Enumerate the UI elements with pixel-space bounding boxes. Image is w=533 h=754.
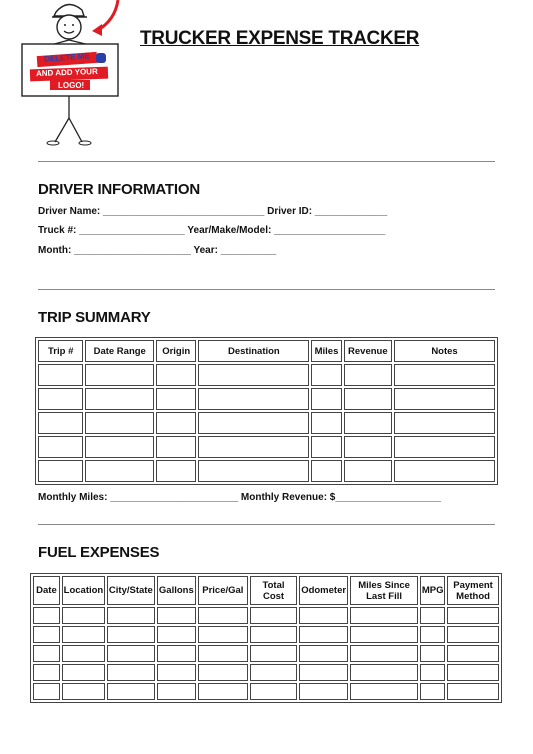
table-row — [33, 626, 499, 643]
table-cell[interactable] — [350, 607, 418, 624]
driver-name-line[interactable]: Driver Name: _____________________________ Driver ID: _____________ — [38, 206, 388, 217]
table-cell[interactable] — [157, 664, 196, 681]
table-row — [33, 664, 499, 681]
table-cell[interactable] — [198, 607, 248, 624]
table-cell[interactable] — [85, 460, 154, 482]
divider — [38, 289, 495, 290]
page-title: TRUCKER EXPENSE TRACKER — [140, 28, 420, 49]
table-cell[interactable] — [157, 645, 196, 662]
column-header: MPG — [420, 576, 445, 605]
table-cell[interactable] — [107, 645, 155, 662]
fuel-expenses-heading: FUEL EXPENSES — [38, 544, 160, 561]
table-cell[interactable] — [85, 388, 154, 410]
table-cell[interactable] — [62, 607, 105, 624]
table-cell[interactable] — [420, 626, 445, 643]
month-year-line[interactable]: Month: _____________________ Year: __________ — [38, 245, 277, 256]
table-cell[interactable] — [157, 607, 196, 624]
table-cell[interactable] — [344, 412, 392, 434]
table-cell[interactable] — [156, 460, 196, 482]
table-cell[interactable] — [250, 664, 298, 681]
column-header: Price/Gal — [198, 576, 248, 605]
column-header: City/State — [107, 576, 155, 605]
column-header: Odometer — [299, 576, 348, 605]
trip-summary-heading: TRIP SUMMARY — [38, 309, 151, 326]
table-cell[interactable] — [299, 683, 348, 700]
fuel-expenses-table — [30, 573, 502, 703]
table-cell[interactable] — [33, 664, 60, 681]
table-cell[interactable] — [157, 626, 196, 643]
table-cell[interactable] — [198, 460, 309, 482]
divider — [38, 161, 495, 162]
table-cell[interactable] — [62, 683, 105, 700]
sign-text-line2: AND ADD YOUR — [35, 66, 98, 79]
table-cell[interactable] — [394, 436, 495, 458]
column-header: Revenue — [344, 340, 392, 362]
table-row — [38, 436, 495, 458]
column-header: Date Range — [85, 340, 154, 362]
table-cell[interactable] — [350, 664, 418, 681]
table-cell[interactable] — [447, 683, 499, 700]
table-cell[interactable] — [394, 412, 495, 434]
table-cell[interactable] — [447, 607, 499, 624]
table-cell[interactable] — [394, 388, 495, 410]
table-cell[interactable] — [85, 364, 154, 386]
table-cell[interactable] — [250, 683, 298, 700]
column-header: Gallons — [157, 576, 196, 605]
table-row — [38, 460, 495, 482]
table-cell[interactable] — [344, 388, 392, 410]
table-cell[interactable] — [157, 683, 196, 700]
driver-info-heading: DRIVER INFORMATION — [38, 181, 200, 198]
table-cell[interactable] — [62, 645, 105, 662]
divider — [38, 524, 495, 525]
table-cell[interactable] — [420, 645, 445, 662]
table-cell[interactable] — [311, 412, 341, 434]
table-cell[interactable] — [33, 645, 60, 662]
trip-summary-table — [35, 337, 498, 485]
column-header: Origin — [156, 340, 196, 362]
table-cell[interactable] — [299, 607, 348, 624]
column-header: Payment Method — [447, 576, 499, 605]
table-cell[interactable] — [447, 645, 499, 662]
table-cell[interactable] — [38, 460, 83, 482]
table-cell[interactable] — [394, 460, 495, 482]
table-cell[interactable] — [62, 664, 105, 681]
table-row — [38, 388, 495, 410]
table-cell[interactable] — [156, 388, 196, 410]
column-header: Location — [62, 576, 105, 605]
column-header: Miles — [311, 340, 341, 362]
table-cell[interactable] — [344, 436, 392, 458]
table-cell[interactable] — [420, 664, 445, 681]
table-cell[interactable] — [156, 364, 196, 386]
table-cell[interactable] — [311, 460, 341, 482]
sign-text-line3: LOGO! — [58, 81, 85, 90]
table-cell[interactable] — [447, 626, 499, 643]
table-cell[interactable] — [198, 364, 309, 386]
table-row — [33, 607, 499, 624]
table-cell[interactable] — [350, 645, 418, 662]
table-cell[interactable] — [85, 436, 154, 458]
table-cell[interactable] — [38, 364, 83, 386]
table-row — [33, 683, 499, 700]
table-cell[interactable] — [299, 664, 348, 681]
logo-placeholder — [10, 0, 130, 148]
table-cell[interactable] — [394, 364, 495, 386]
table-cell[interactable] — [198, 412, 309, 434]
table-cell[interactable] — [350, 626, 418, 643]
table-cell[interactable] — [311, 388, 341, 410]
table-cell[interactable] — [311, 436, 341, 458]
table-cell[interactable] — [299, 626, 348, 643]
truck-line[interactable]: Truck #: ___________________ Year/Make/Model: ____________________ — [38, 225, 386, 236]
table-cell[interactable] — [198, 683, 248, 700]
sign-text-line1: DELETE ME — [43, 51, 91, 64]
table-cell[interactable] — [38, 388, 83, 410]
table-cell[interactable] — [33, 607, 60, 624]
table-cell[interactable] — [250, 607, 298, 624]
table-header-row — [38, 340, 495, 362]
table-cell[interactable] — [299, 645, 348, 662]
table-cell[interactable] — [38, 436, 83, 458]
table-cell[interactable] — [198, 626, 248, 643]
table-cell[interactable] — [33, 683, 60, 700]
table-cell[interactable] — [198, 388, 309, 410]
table-cell[interactable] — [250, 626, 298, 643]
table-cell[interactable] — [107, 626, 155, 643]
table-cell[interactable] — [38, 412, 83, 434]
table-cell[interactable] — [107, 683, 155, 700]
table-row — [33, 645, 499, 662]
table-cell[interactable] — [447, 664, 499, 681]
table-cell[interactable] — [344, 364, 392, 386]
table-cell[interactable] — [344, 460, 392, 482]
table-cell[interactable] — [198, 664, 248, 681]
column-header: Notes — [394, 340, 495, 362]
table-cell[interactable] — [420, 607, 445, 624]
table-cell[interactable] — [350, 683, 418, 700]
table-cell[interactable] — [107, 664, 155, 681]
table-row — [38, 364, 495, 386]
table-cell[interactable] — [420, 683, 445, 700]
table-cell[interactable] — [156, 412, 196, 434]
table-cell[interactable] — [33, 626, 60, 643]
column-header: Trip # — [38, 340, 83, 362]
table-cell[interactable] — [156, 436, 196, 458]
table-cell[interactable] — [250, 645, 298, 662]
table-cell[interactable] — [198, 436, 309, 458]
column-header: Miles Since Last Fill — [350, 576, 418, 605]
column-header: Total Cost — [250, 576, 298, 605]
column-header: Date — [33, 576, 60, 605]
table-row — [38, 412, 495, 434]
table-cell[interactable] — [107, 607, 155, 624]
table-cell[interactable] — [311, 364, 341, 386]
table-cell[interactable] — [198, 645, 248, 662]
table-header-row — [33, 576, 499, 605]
table-cell[interactable] — [62, 626, 105, 643]
monthly-totals-line[interactable]: Monthly Miles: _______________________ Monthly Revenue: $___________________ — [38, 492, 442, 503]
table-cell[interactable] — [85, 412, 154, 434]
column-header: Destination — [198, 340, 309, 362]
